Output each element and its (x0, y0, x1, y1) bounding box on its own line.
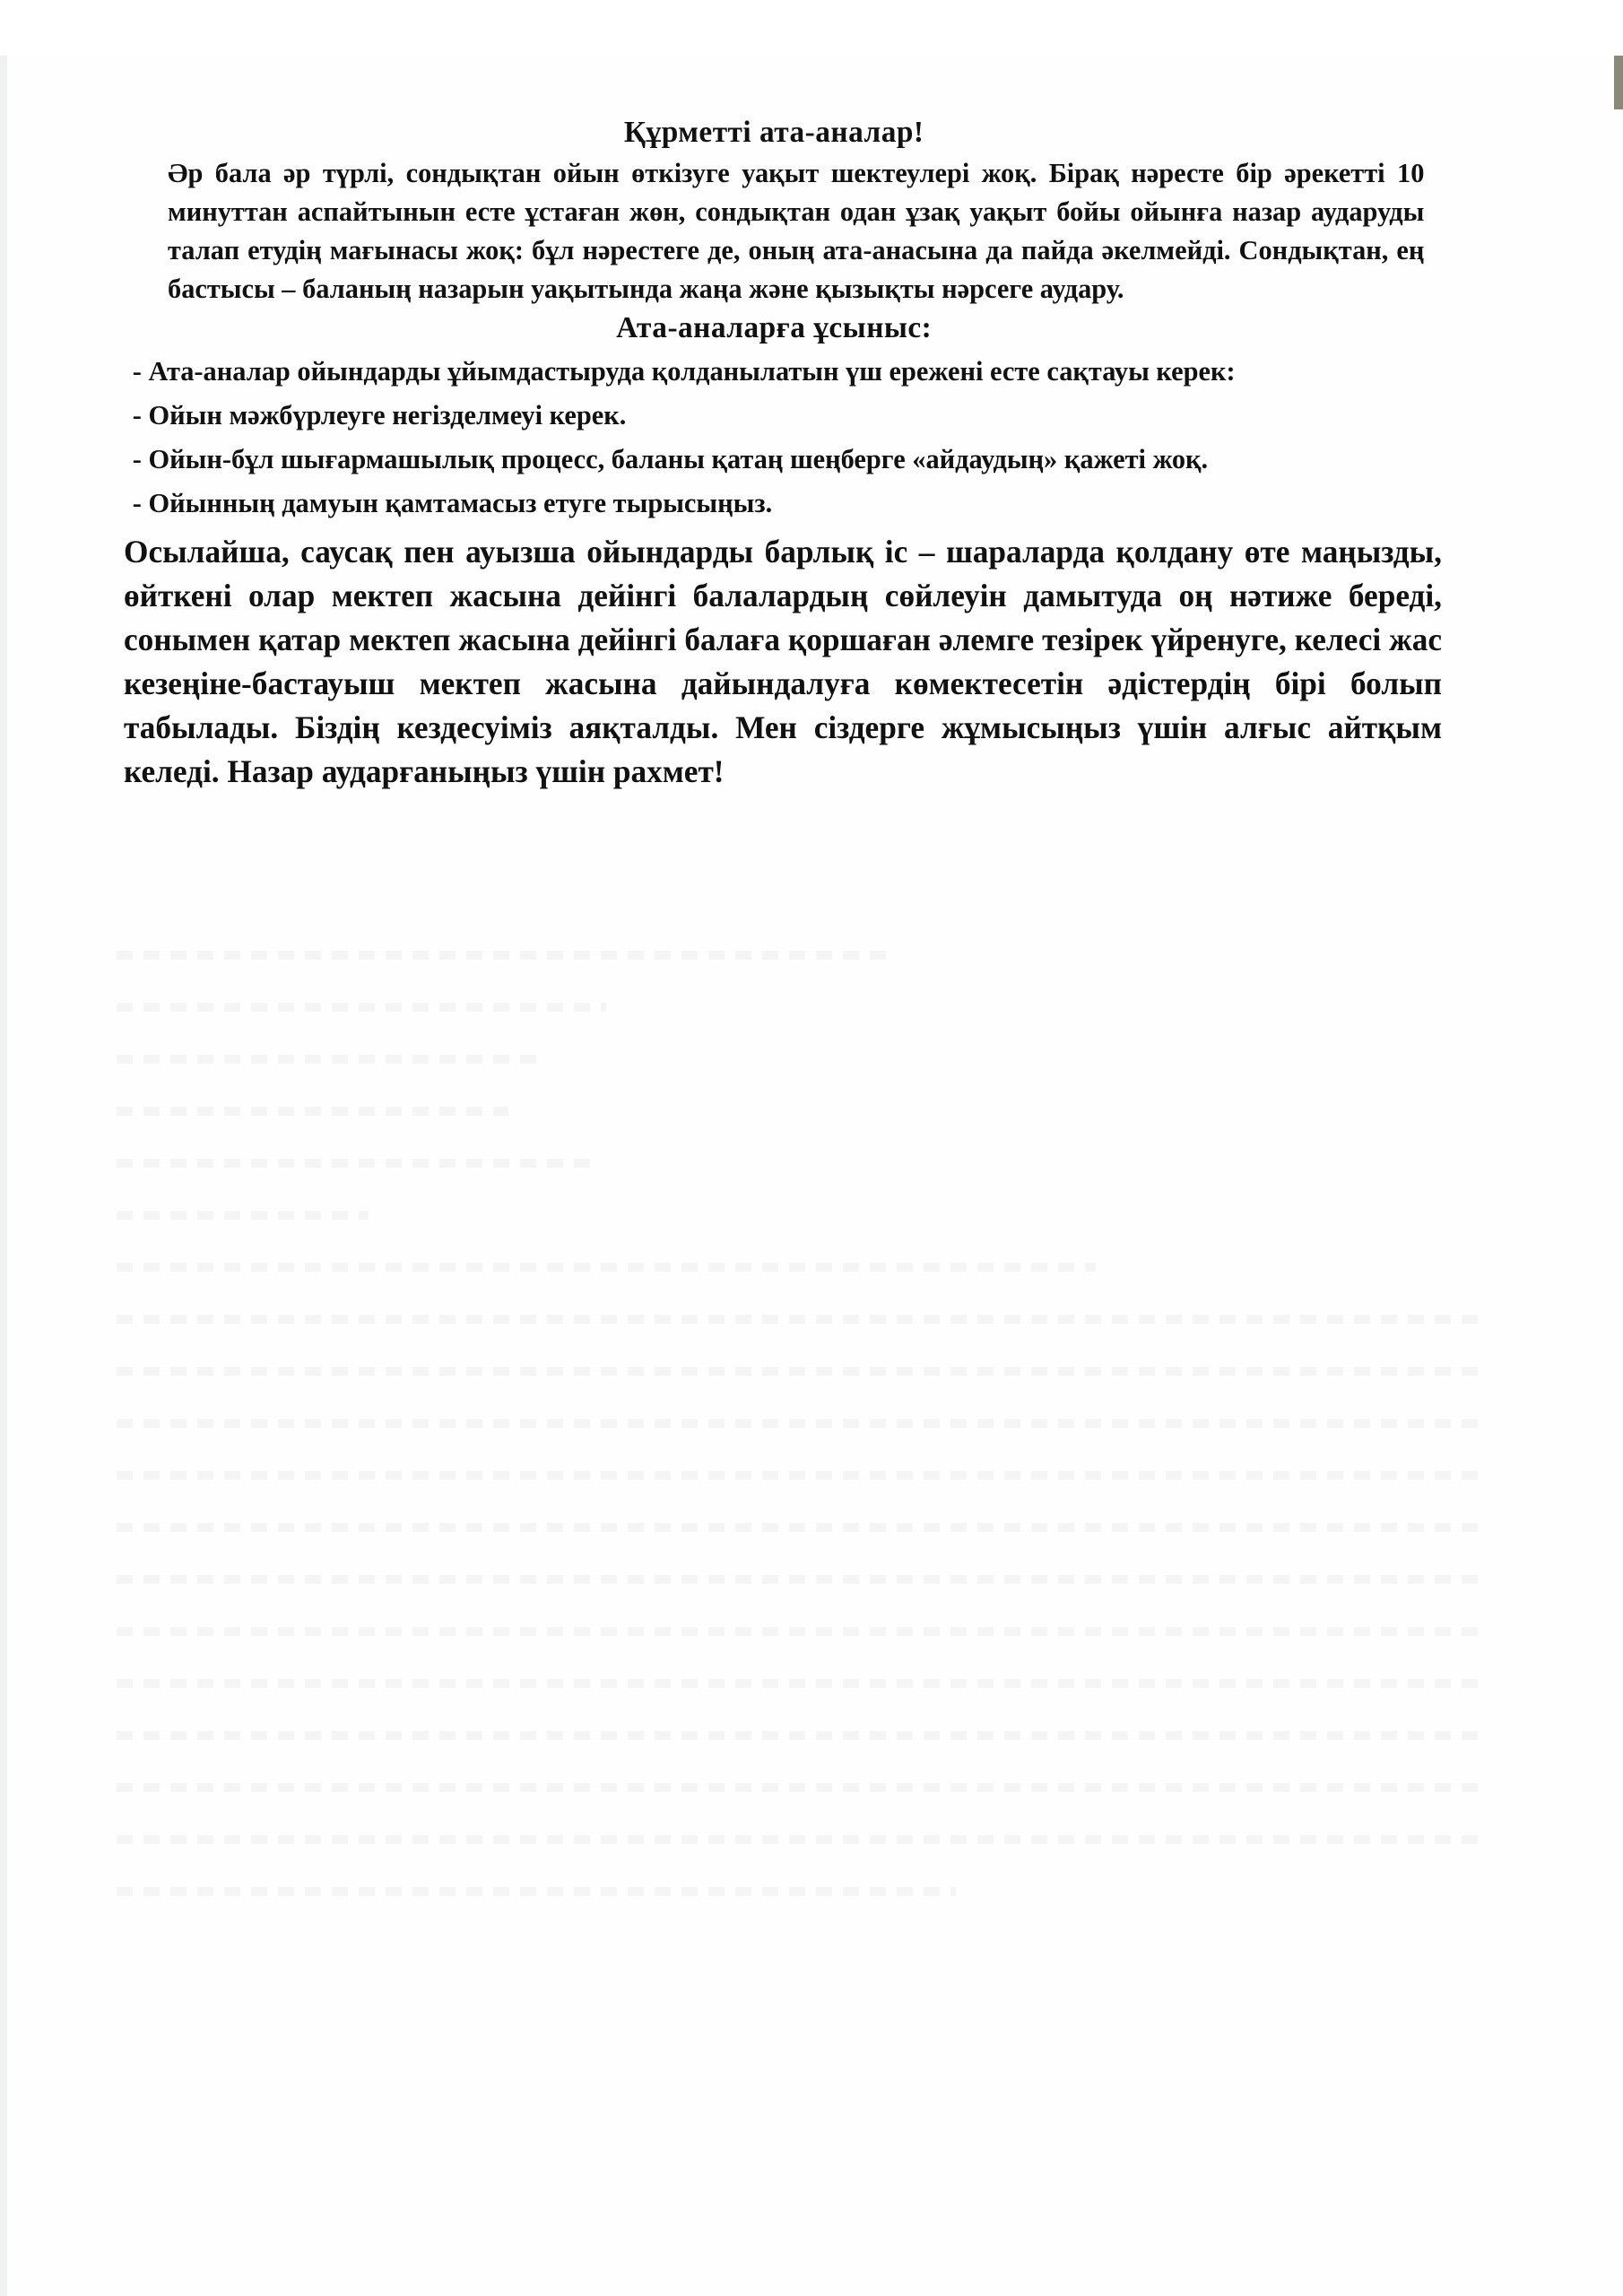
rule-item: - Ойын-бұл шығармашылық процесс, баланы қатаң шеңберге «айдаудың» қажеті жоқ. (132, 443, 1209, 474)
bleed-through-text (117, 951, 1515, 2009)
rule-item: - Ойын мәжбүрлеуге негізделмеуі керек. (132, 399, 627, 430)
rule-item: - Ойынның дамуын қамтамасыз етуге тырысыңыз. (132, 487, 773, 518)
scan-edge-left (0, 56, 7, 2296)
closing-paragraph: Осылайша, саусақ пен ауызша ойындарды барлық іс – шараларда қолдану өте маңызды, өйткені олар мектеп жасына дейінгі балалардың сөйлеуін дамытуда оң нәтиже береді, сонымен қатар мектеп жасына дейінгі балаға қоршаған әлемге тезірек үйренуге, келесі жас кезеңіне-бастауыш мектеп жасына дайындалуға көмектесетін әдістердің бірі болып табылады. Біздің кездесуіміз аяқталды. Мен сіздерге жұмысыңыз үшін алғыс айтқым келеді. Назар аударғаныңыз үшін рахмет! (124, 534, 1442, 789)
recommendations-heading: Ата-аналарға ұсыныс: (616, 311, 933, 344)
intro-paragraph: Әр бала әр түрлі, сондықтан ойын өткізуге уақыт шектеулері жоқ. Бірақ нәресте бір әрекетті 10 минуттан аспайтынын есте ұстаған жөн, сондықтан одан ұзақ уақыт бойы ойынға назар аударуды талап етудің мағынасы жоқ: бұл нәрестеге де, оның ата-анасына да пайда әкелмейді. Сондықтан, ең бастысы – баланың назарын уақытында жаңа және қызықты нәрсеге аудару. (168, 157, 1425, 304)
document-title: Құрметті ата-аналар! (623, 116, 924, 149)
scan-edge-right (1614, 56, 1623, 109)
document-body (124, 112, 1442, 794)
rule-item: - Ата-аналар ойындарды ұйымдастыруда қолданылатын үш ережені есте сақтауы керек: (132, 355, 1236, 387)
